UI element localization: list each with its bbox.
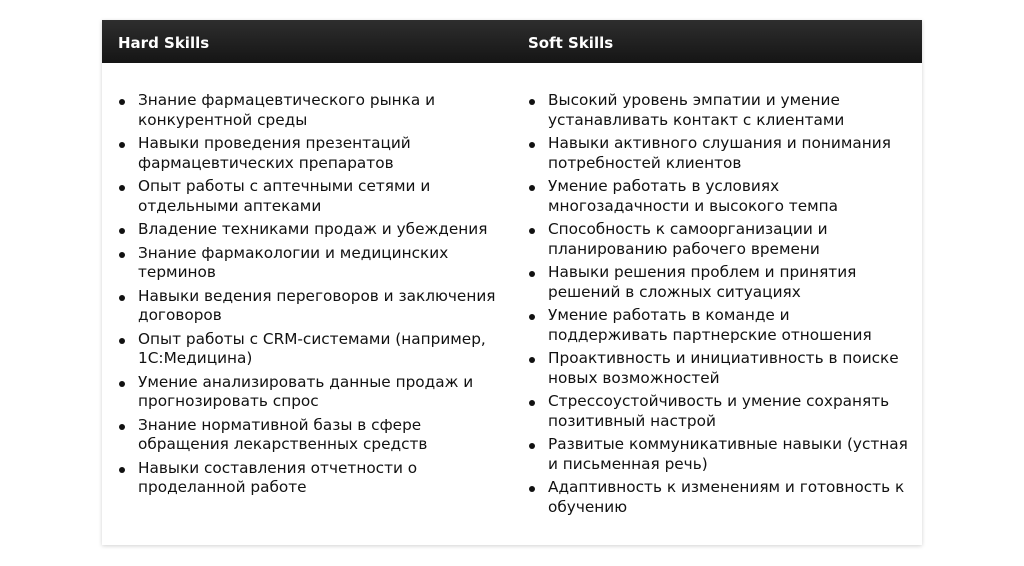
soft-skill-item: Адаптивность к изменениям и готовность к обучению — [548, 478, 922, 517]
soft-skill-item: Навыки решения проблем и принятия решений в сложных ситуациях — [548, 263, 922, 302]
table-body — [102, 63, 922, 521]
hard-skills-heading: Hard Skills — [118, 33, 210, 52]
hard-skill-item: Умение анализировать данные продаж и прогнозировать спрос — [138, 373, 512, 412]
skills-table — [102, 20, 922, 545]
hard-skill-item: Опыт работы с CRM-системами (например, 1С:Медицина) — [138, 330, 512, 369]
soft-skill-item: Навыки активного слушания и понимания потребностей клиентов — [548, 134, 922, 173]
soft-skill-item: Способность к самоорганизации и планированию рабочего времени — [548, 220, 922, 259]
hard-skill-item: Знание фармакологии и медицинских терминов — [138, 244, 512, 283]
hard-skills-column — [102, 91, 512, 521]
soft-skill-item: Высокий уровень эмпатии и умение устанавливать контакт с клиентами — [548, 91, 922, 130]
hard-skill-item: Навыки проведения презентаций фармацевтических препаратов — [138, 134, 512, 173]
table-header — [102, 20, 922, 63]
soft-skills-heading: Soft Skills — [528, 33, 614, 52]
hard-skill-item: Знание нормативной базы в сфере обращения лекарственных средств — [138, 416, 512, 455]
hard-skill-item: Навыки ведения переговоров и заключения договоров — [138, 287, 512, 326]
soft-skill-item: Умение работать в команде и поддерживать партнерские отношения — [548, 306, 922, 345]
hard-skill-item: Владение техниками продаж и убеждения — [138, 220, 512, 240]
soft-skill-item: Развитые коммуникативные навыки (устная и письменная речь) — [548, 435, 922, 474]
soft-skill-item: Стрессоустойчивость и умение сохранять позитивный настрой — [548, 392, 922, 431]
soft-skills-list — [512, 91, 922, 517]
hard-skill-item: Опыт работы с аптечными сетями и отдельными аптеками — [138, 177, 512, 216]
soft-skill-item: Проактивность и инициативность в поиске новых возможностей — [548, 349, 922, 388]
soft-skills-column — [512, 91, 922, 521]
soft-skill-item: Умение работать в условиях многозадачности и высокого темпа — [548, 177, 922, 216]
hard-skills-list — [102, 91, 512, 498]
hard-skill-item: Знание фармацевтического рынка и конкурентной среды — [138, 91, 512, 130]
hard-skill-item: Навыки составления отчетности о проделанной работе — [138, 459, 512, 498]
